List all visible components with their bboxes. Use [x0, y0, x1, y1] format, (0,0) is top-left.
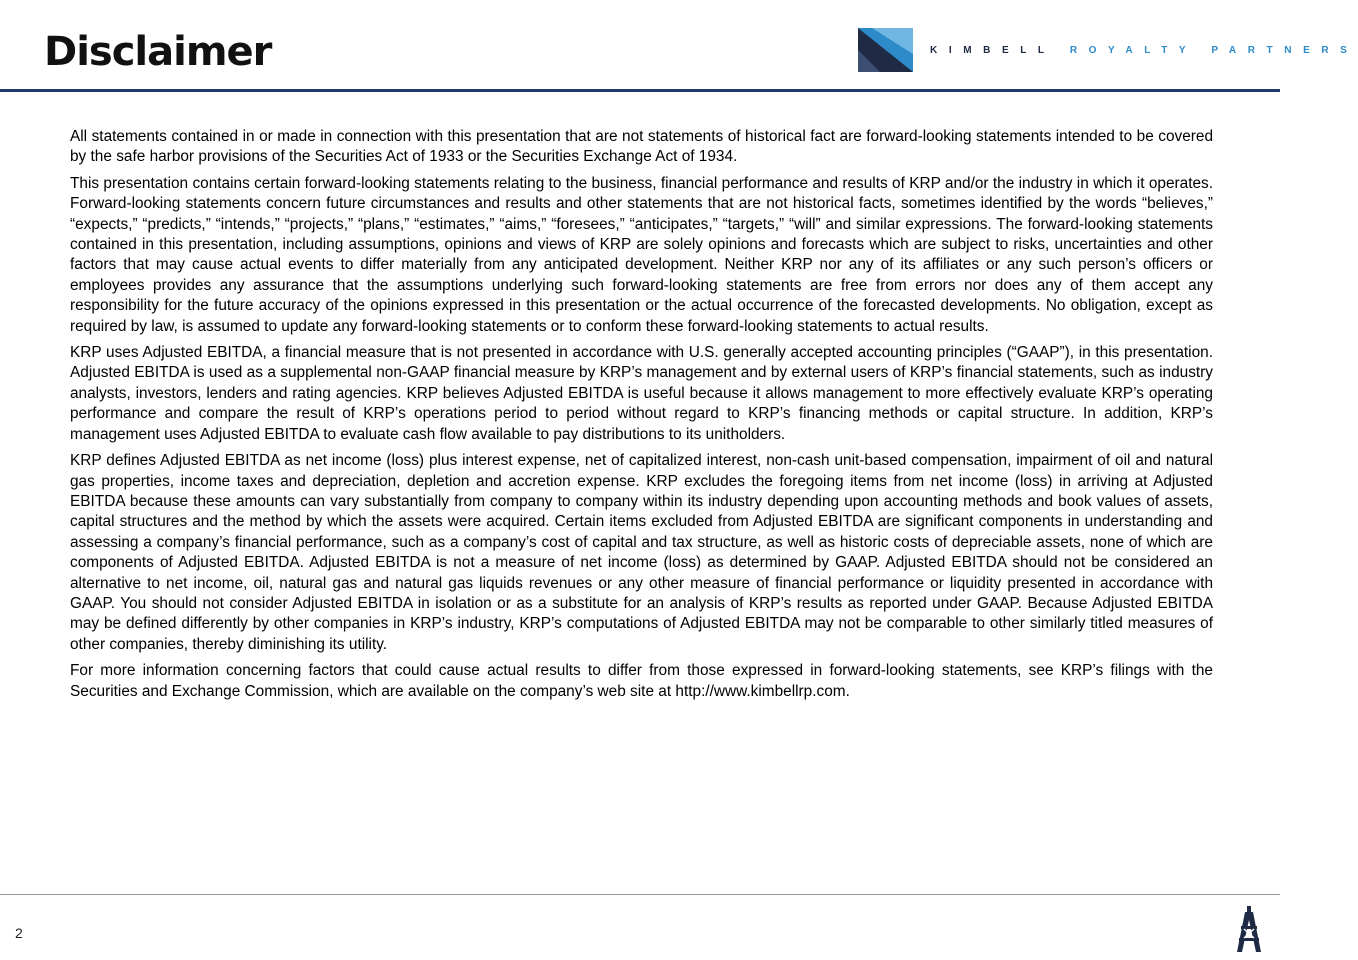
header-divider: [0, 89, 1280, 92]
logo-tagline-word: ROYALTY PARTNERS: [1069, 45, 1358, 56]
oil-derrick-icon: [1235, 906, 1263, 952]
kimbell-logo-icon: [858, 28, 913, 72]
page-number: 2: [15, 925, 23, 941]
company-logo: [858, 28, 1358, 76]
footer-divider: [0, 894, 1280, 895]
logo-company-word: KIMBELL: [930, 45, 1056, 56]
disclaimer-paragraph: KRP defines Adjusted EBITDA as net income (loss) plus interest expense, net of capitalized interest, non-cash unit-based compensation, impairment of oil and natural gas properties, income taxes and depreciation, depletion and accretion expense. KRP excludes the foregoing items from net income (loss) in arriving at Adjusted EBITDA because these amounts can vary substantially from company to company within its industry depending upon accounting methods and book values of assets, capital structures and the method by which the assets were acquired. Certain items excluded from Adjusted EBITDA are significant components in understanding and assessing a company’s financial performance, such as a company’s cost of capital and tax structure, as well as historic costs of depreciable assets, none of which are components of Adjusted EBITDA. Adjusted EBITDA is not a measure of net income (loss) as determined by GAAP. Adjusted EBITDA should not be considered an alternative to net income, oil, natural gas and natural gas liquids revenues or any other measure of financial performance or liquidity presented in accordance with GAAP. You should not consider Adjusted EBITDA in isolation or as a substitute for an analysis of KRP’s results as reported under GAAP. Because Adjusted EBITDA may be defined differently by other companies in KRP’s industry, KRP’s computations of Adjusted EBITDA may not be comparable to other similarly titled measures of other companies, thereby diminishing its utility.: [70, 452, 1213, 653]
disclaimer-paragraph: This presentation contains certain forward-looking statements relating to the business, financial performance and results of KRP and/or the industry in which it operates. Forward-looking statements concern future circumstances and results and other statements that are not historical facts, sometimes identified by the words “believes,” “expects,” “predicts,” “intends,” “projects,” “plans,” “estimates,” “aims,” “foresees,” “anticipates,” “targets,” “will” and similar expressions. The forward-looking statements contained in this presentation, including assumptions, opinions and views of KRP are solely opinions and forecasts which are subject to risks, uncertainties and other factors that may cause actual events to differ materially from any anticipated development. Neither KRP nor any of its affiliates or any such person’s officers or employees provides any assurance that the assumptions underlying such forward-looking statements are free from errors nor does any of them accept any responsibility for the future accuracy of the opinions expressed in this presentation or the actual occurrence of the forecasted developments. No obligation, except as required by law, is assumed to update any forward-looking statements or to conform these forward-looking statements to actual results.: [70, 174, 1213, 335]
disclaimer-paragraph: KRP uses Adjusted EBITDA, a financial measure that is not presented in accordance with U.S. generally accepted accounting principles (“GAAP”), in this presentation. Adjusted EBITDA is used as a supplemental non-GAAP financial measure by KRP’s management and by external users of KRP’s financial statements, such as industry analysts, investors, lenders and rating agencies. KRP believes Adjusted EBITDA is useful because it allows management to more effectively evaluate KRP’s operating performance and compare the result of KRP’s operations period to period without regard to KRP’s financing methods or capital structure. In addition, KRP’s management uses Adjusted EBITDA to evaluate cash flow available to pay distributions to its unitholders.: [70, 344, 1213, 443]
disclaimer-body: [70, 127, 1213, 708]
disclaimer-paragraph: All statements contained in or made in connection with this presentation that are not statements of historical fact are forward-looking statements intended to be covered by the safe harbor provisions of the Securities Act of 1933 or the Securities Exchange Act of 1934.: [70, 128, 1213, 166]
page-title: Disclaimer: [44, 29, 272, 75]
logo-wordmark: [930, 45, 1358, 57]
disclaimer-paragraph: For more information concerning factors that could cause actual results to differ from those expressed in forward-looking statements, see KRP’s filings with the Securities and Exchange Commission, which are available on the company’s web site at http://www.kimbellrp.com.: [70, 662, 1213, 700]
